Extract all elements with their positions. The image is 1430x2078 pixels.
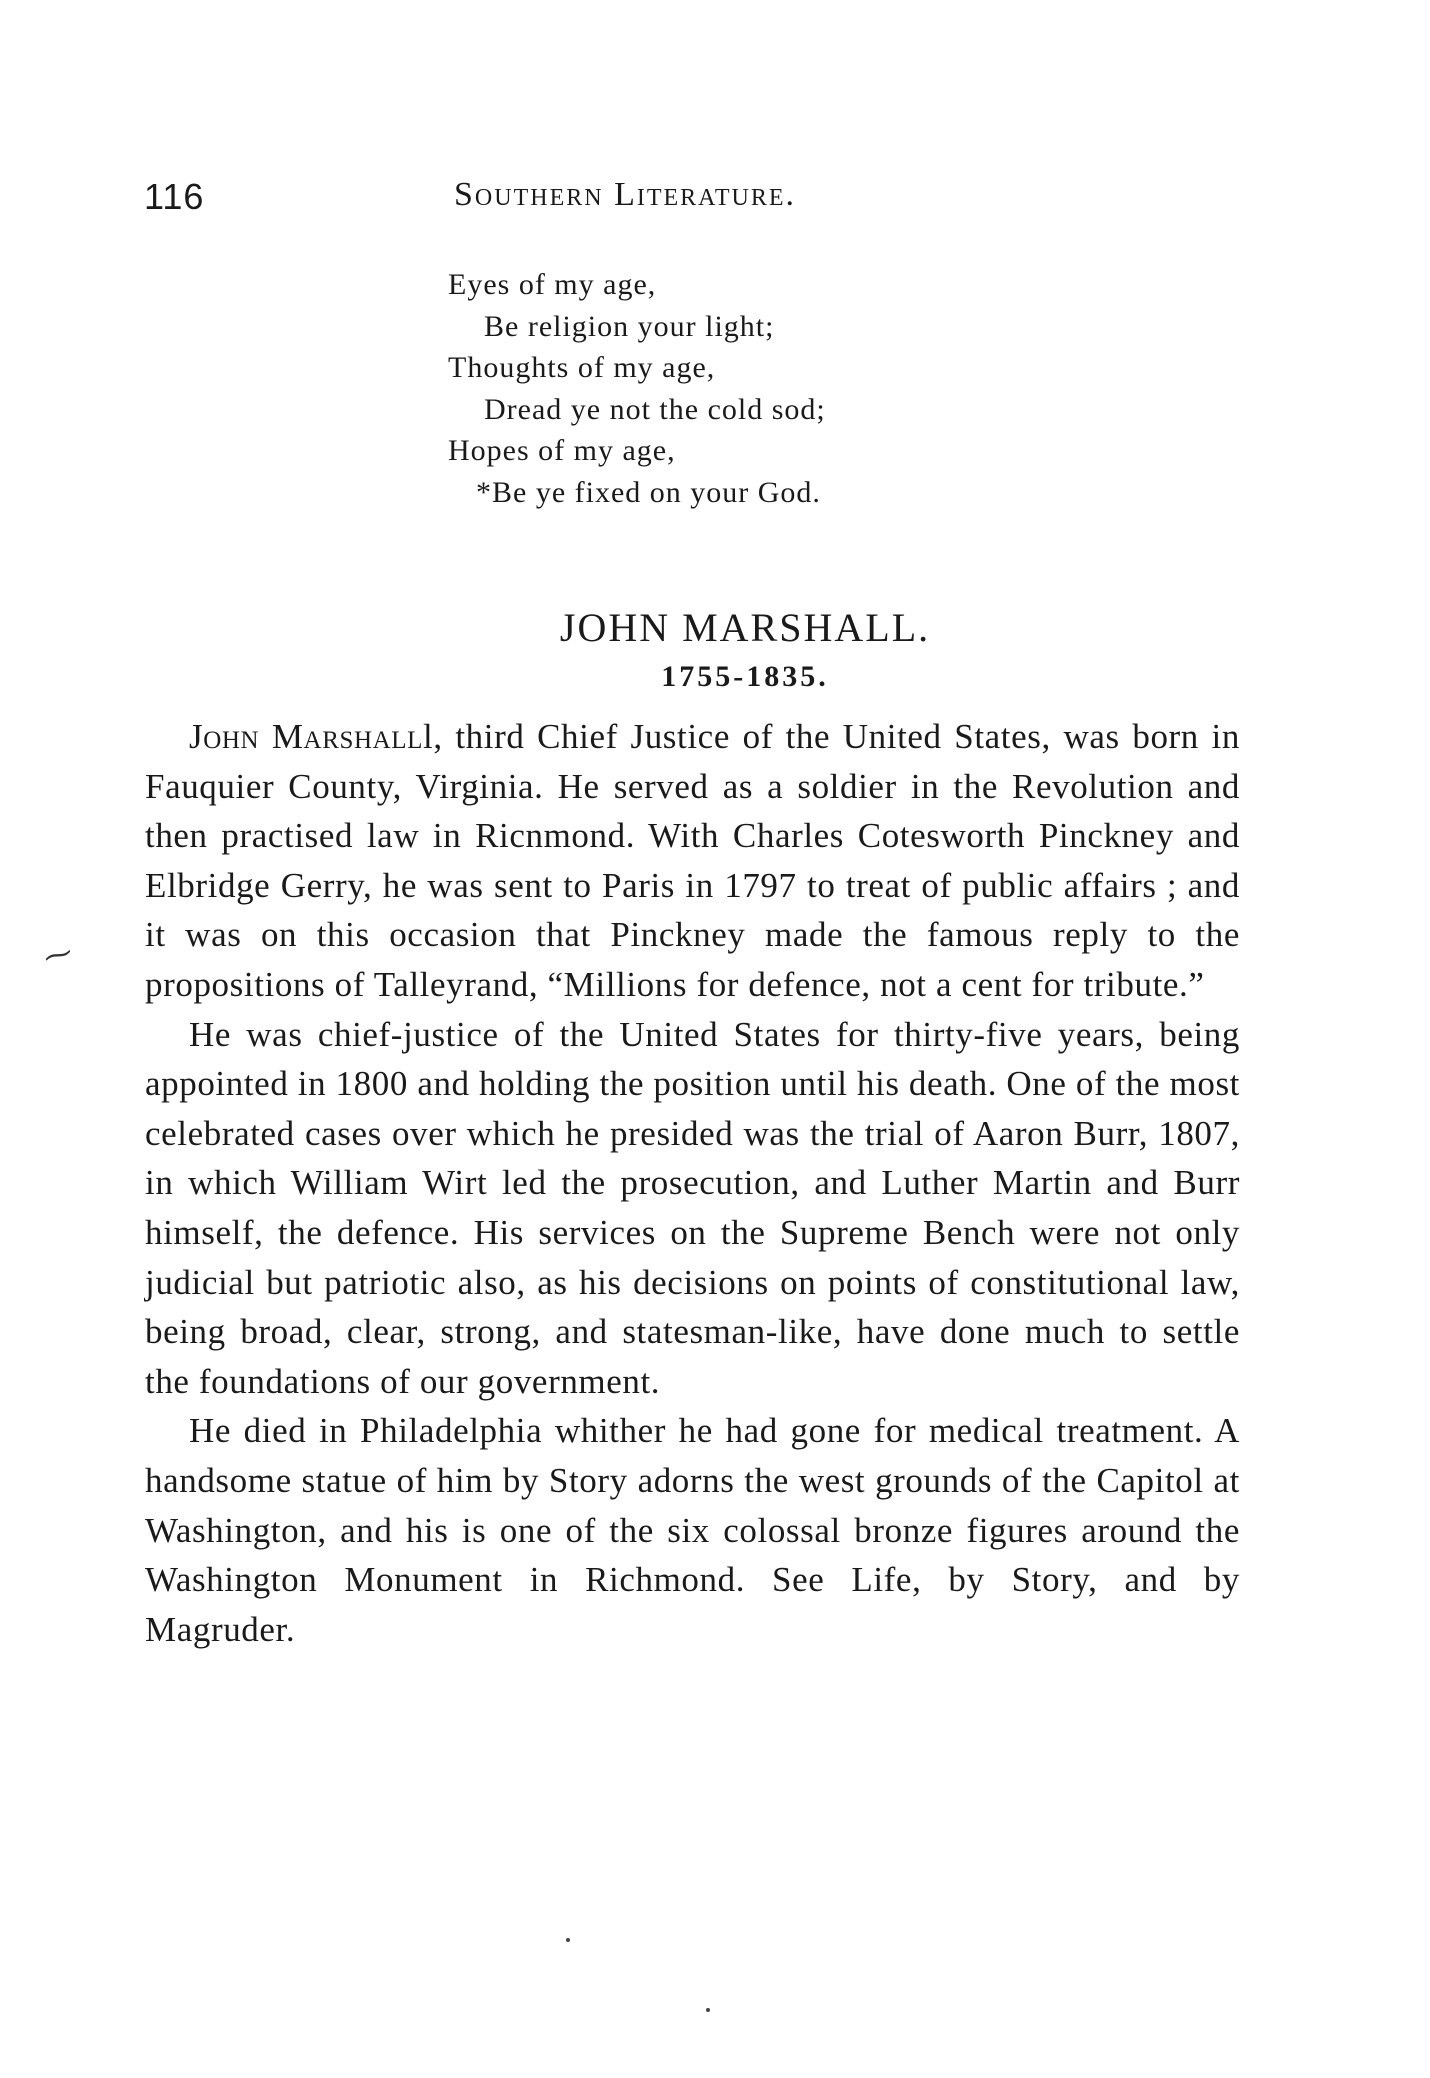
body-text [145, 712, 1240, 1654]
paragraph: He died in Philadelphia whither he had gone for medical treatment. A handsome statue of him by Story adorns the west grounds of the Capitol at Washington, and his is one of the six colossal bronze figures around the Washington Monument in Richmond. See Life, by Story, and by Magruder. [145, 1411, 1240, 1649]
poem-stanza [448, 264, 1148, 513]
poem-line: Thoughts of my age, [448, 351, 716, 384]
paragraph: He was chief-justice of the United States for thirty-five years, being appointed in 1800 and holding the position until his death. One of the most celebrated cases over which he presided was the trial of Aaron Burr, 1807, in which William Wirt led the prosecution, and Luther Martin and Burr himself, the defence. His services on the Supreme Bench were not only judicial but patriotic also, as his decisions on points of constitutional law, being broad, clear, strong, and statesman-like, have done much to settle the foundations of our government. [145, 1014, 1240, 1401]
paragraph [145, 712, 1240, 1010]
paragraph-text: l, third Chief Justice of the United States, was born in Fauquier County, Virginia. He served as a soldier in the Revolution and then practised law in Ricnmond. With Charles Cotesworth Pinckney and Elbridge Gerry, he was sent to Paris in 1797 to treat of public affairs ; and it was on this occasion that Pinckney made the famous reply to the propositions of Talleyrand, “Millions for defence, not a cent for tribute.” [145, 717, 1240, 1004]
section-heading: JOHN MARSHALL. [559, 605, 931, 650]
speck-mark [706, 2008, 710, 2012]
speck-mark [566, 1938, 570, 1942]
poem-line: Dread ye not the cold sod; [484, 392, 826, 426]
page-number: 116 [144, 176, 205, 217]
margin-mark: ⁓ [40, 936, 76, 975]
poem-line: *Be ye fixed on your God. [476, 475, 821, 509]
poem-line: Hopes of my age, [448, 434, 676, 467]
running-title: Southern Literature. [454, 176, 796, 213]
poem-line: Be religion your light; [484, 309, 775, 343]
running-head [144, 176, 1244, 236]
poem-line: Eyes of my age, [448, 268, 657, 301]
name-lead: John Marshall [189, 717, 424, 756]
section-dates: 1755-1835. [661, 660, 829, 693]
